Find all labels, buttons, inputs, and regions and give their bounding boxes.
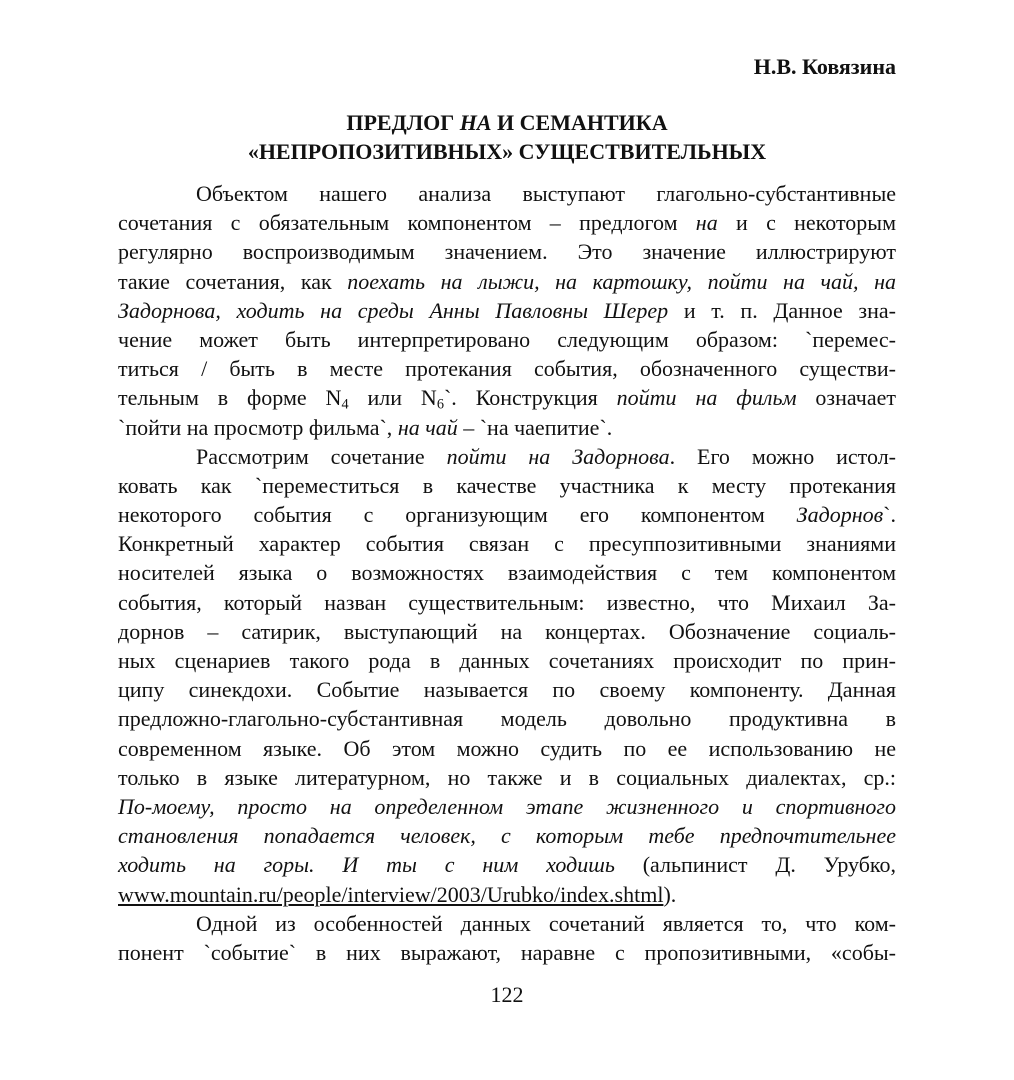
source-link[interactable]: www.mountain.ru/people/interview/2003/Urubko/index.shtml: [118, 881, 664, 907]
paragraph-2-line: современном языке. Об этом можно судить по ее использованию не: [118, 735, 896, 761]
paragraph-3-line: понент `событие` в них выражают, наравне с пропозитивными, «собы-: [118, 939, 896, 965]
article-body: [118, 179, 896, 967]
title-line-1: ПРЕДЛОГ НА И СЕМАНТИКА: [346, 110, 668, 135]
paragraph-1-line: `пойти на просмотр фильма`, на чай – `на чаепитие`.: [118, 414, 613, 440]
paragraph-1-line: титься / быть в месте протекания события, обозначенного существи-: [118, 356, 896, 382]
article-title: [118, 108, 896, 166]
paragraph-2-line: события, который назван существительным: известно, что Михаил За-: [118, 589, 896, 615]
quote-line: По-моему, просто на определенном этапе жизненного и спортивного: [118, 793, 896, 819]
paragraph-2-line: ных сценариев такого рода в данных сочетаниях происходит по прин-: [118, 648, 896, 673]
source-line: www.mountain.ru/people/interview/2003/Urubko/index.shtml).: [118, 881, 677, 907]
paragraph-2-line: носителей языка о возможностях взаимодействия с тем компонентом: [118, 560, 896, 586]
paragraph-1-line: такие сочетания, как поехать на лыжи, на картошку, пойти на чай, на: [118, 268, 896, 294]
page-number: 122: [490, 982, 524, 1007]
paragraph-2-line: Конкретный характер события связан с пресуппозитивными знаниями: [118, 531, 896, 557]
quote-line: ходить на горы. И ты с ним ходишь (альпинист Д. Урубко,: [118, 852, 897, 878]
paragraph-2-line: предложно-глагольно-субстантивная модель довольно продуктивна в: [118, 706, 896, 732]
paragraph-3-line: Одной из особенностей данных сочетаний является то, что ком-: [196, 910, 896, 936]
paragraph-1-line: тельным в форме $N_4$ или $N_6`$. Конструкция пойти на фильм означает: [118, 385, 896, 413]
paragraph-1-line: сочетания с обязательным компонентом – предлогом на и с некоторым: [118, 210, 896, 236]
title-line-2: «НЕПРОПОЗИТИВНЫХ» СУЩЕСТВИТЕЛЬНЫХ: [247, 139, 767, 164]
paragraph-1-line: Объектом нашего анализа выступают глагольно-субстантивные: [196, 181, 896, 206]
paragraph-2-line: только в языке литературном, но также и в социальных диалектах, ср.:: [118, 764, 896, 790]
paragraph-1-line: чение может быть интерпретировано следующим образом: `перемес-: [118, 326, 896, 352]
quote-line: становления попадается человек, с которым тебе предпочтительнее: [118, 823, 896, 849]
paragraph-2-line: ципу синекдохи. Событие называется по своему компоненту. Данная: [118, 677, 896, 703]
author-name: Н.В. Ковязина: [753, 54, 896, 79]
paragraph-2-line: ковать как `переместиться в качестве участника к месту протекания: [118, 472, 896, 498]
paragraph-2-line: некоторого события с организующим его компонентом Задорнов`.: [118, 502, 896, 528]
paragraph-1-line: регулярно воспроизводимым значением. Это значение иллюстрируют: [118, 239, 896, 265]
paragraph-2-line: дорнов – сатирик, выступающий на концертах. Обозначение социаль-: [118, 618, 896, 644]
paragraph-1-line: Задорнова, ходить на среды Анны Павловны Шерер и т. п. Данное зна-: [118, 297, 896, 323]
paragraph-2-line: Рассмотрим сочетание пойти на Задорнова. Его можно истол-: [196, 443, 896, 469]
